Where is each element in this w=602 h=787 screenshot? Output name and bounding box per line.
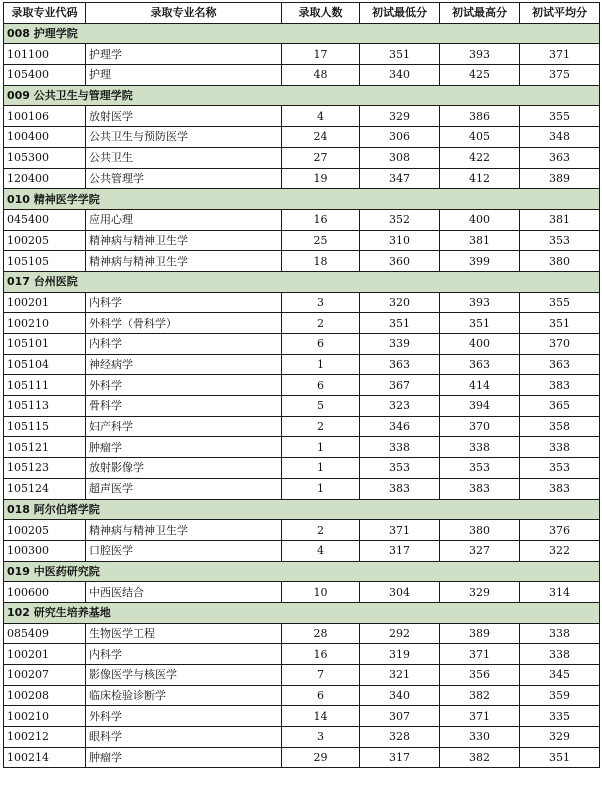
max-score: 382	[440, 747, 520, 768]
admitted-count: 1	[282, 458, 360, 479]
major-name: 精神病与精神卫生学	[86, 251, 282, 272]
table-row	[4, 251, 600, 272]
min-score: 307	[360, 706, 440, 727]
major-code: 100212	[4, 727, 86, 748]
table-row	[4, 685, 600, 706]
min-score: 351	[360, 44, 440, 65]
max-score: 371	[440, 644, 520, 665]
section-row	[4, 189, 600, 210]
major-name: 超声医学	[86, 478, 282, 499]
min-score: 371	[360, 520, 440, 541]
avg-score: 338	[520, 623, 600, 644]
major-name: 中西医结合	[86, 582, 282, 603]
admitted-count: 3	[282, 727, 360, 748]
table-row	[4, 706, 600, 727]
table-row	[4, 127, 600, 148]
avg-score: 363	[520, 147, 600, 168]
min-score: 323	[360, 396, 440, 417]
max-score: 422	[440, 147, 520, 168]
major-name: 外科学	[86, 706, 282, 727]
section-title: 102 研究生培养基地	[4, 602, 600, 623]
major-code: 105124	[4, 478, 86, 499]
max-score: 327	[440, 540, 520, 561]
section-row	[4, 23, 600, 44]
avg-score: 383	[520, 375, 600, 396]
admitted-count: 14	[282, 706, 360, 727]
table-row	[4, 375, 600, 396]
min-score: 304	[360, 582, 440, 603]
major-name: 神经病学	[86, 354, 282, 375]
admitted-count: 16	[282, 209, 360, 230]
avg-score: 353	[520, 458, 600, 479]
max-score: 382	[440, 685, 520, 706]
major-code: 100208	[4, 685, 86, 706]
major-name: 护理学	[86, 44, 282, 65]
min-score: 321	[360, 665, 440, 686]
admitted-count: 29	[282, 747, 360, 768]
min-score: 363	[360, 354, 440, 375]
min-score: 320	[360, 292, 440, 313]
major-name: 肿瘤学	[86, 437, 282, 458]
table-row	[4, 334, 600, 355]
major-code: 120400	[4, 168, 86, 189]
admitted-count: 2	[282, 416, 360, 437]
table-row	[4, 416, 600, 437]
min-score: 340	[360, 65, 440, 86]
max-score: 329	[440, 582, 520, 603]
admitted-count: 1	[282, 354, 360, 375]
major-code: 105123	[4, 458, 86, 479]
table-row	[4, 582, 600, 603]
admitted-count: 1	[282, 478, 360, 499]
table-row	[4, 106, 600, 127]
table-row	[4, 478, 600, 499]
section-row	[4, 602, 600, 623]
major-code: 085409	[4, 623, 86, 644]
max-score: 400	[440, 334, 520, 355]
avg-score: 389	[520, 168, 600, 189]
min-score: 367	[360, 375, 440, 396]
max-score: 371	[440, 706, 520, 727]
table-row	[4, 727, 600, 748]
section-title: 010 精神医学学院	[4, 189, 600, 210]
max-score: 380	[440, 520, 520, 541]
max-score: 363	[440, 354, 520, 375]
table-row	[4, 437, 600, 458]
avg-score: 376	[520, 520, 600, 541]
min-score: 351	[360, 313, 440, 334]
max-score: 353	[440, 458, 520, 479]
major-code: 101100	[4, 44, 86, 65]
major-name: 眼科学	[86, 727, 282, 748]
admitted-count: 16	[282, 644, 360, 665]
avg-score: 335	[520, 706, 600, 727]
min-score: 353	[360, 458, 440, 479]
min-score: 317	[360, 540, 440, 561]
max-score: 405	[440, 127, 520, 148]
major-code: 100214	[4, 747, 86, 768]
avg-score: 365	[520, 396, 600, 417]
major-name: 临床检验诊断学	[86, 685, 282, 706]
min-score: 338	[360, 437, 440, 458]
major-name: 肿瘤学	[86, 747, 282, 768]
max-score: 400	[440, 209, 520, 230]
avg-score: 338	[520, 437, 600, 458]
min-score: 319	[360, 644, 440, 665]
major-name: 外科学（骨科学）	[86, 313, 282, 334]
major-code: 100207	[4, 665, 86, 686]
major-code: 100201	[4, 644, 86, 665]
admitted-count: 10	[282, 582, 360, 603]
min-score: 329	[360, 106, 440, 127]
table-row	[4, 292, 600, 313]
max-score: 381	[440, 230, 520, 251]
max-score: 389	[440, 623, 520, 644]
major-code: 105121	[4, 437, 86, 458]
avg-score: 355	[520, 106, 600, 127]
table-row	[4, 147, 600, 168]
section-title: 008 护理学院	[4, 23, 600, 44]
min-score: 383	[360, 478, 440, 499]
header-max-score: 初试最高分	[440, 3, 520, 24]
admitted-count: 2	[282, 520, 360, 541]
table-row	[4, 44, 600, 65]
admitted-count: 4	[282, 106, 360, 127]
admitted-count: 5	[282, 396, 360, 417]
table-row	[4, 313, 600, 334]
major-code: 105111	[4, 375, 86, 396]
avg-score: 381	[520, 209, 600, 230]
admitted-count: 3	[282, 292, 360, 313]
major-code: 105101	[4, 334, 86, 355]
min-score: 346	[360, 416, 440, 437]
major-name: 内科学	[86, 644, 282, 665]
table-row	[4, 458, 600, 479]
major-name: 精神病与精神卫生学	[86, 230, 282, 251]
max-score: 394	[440, 396, 520, 417]
major-code: 100300	[4, 540, 86, 561]
major-name: 口腔医学	[86, 540, 282, 561]
section-title: 019 中医药研究院	[4, 561, 600, 582]
table-row	[4, 209, 600, 230]
max-score: 393	[440, 44, 520, 65]
avg-score: 351	[520, 313, 600, 334]
admitted-count: 28	[282, 623, 360, 644]
admitted-count: 48	[282, 65, 360, 86]
major-code: 105105	[4, 251, 86, 272]
header-count: 录取人数	[282, 3, 360, 24]
major-code: 100205	[4, 520, 86, 541]
header-min-score: 初试最低分	[360, 3, 440, 24]
major-code: 100201	[4, 292, 86, 313]
admitted-count: 4	[282, 540, 360, 561]
table-row	[4, 168, 600, 189]
section-row	[4, 499, 600, 520]
major-name: 放射医学	[86, 106, 282, 127]
section-row	[4, 561, 600, 582]
avg-score: 383	[520, 478, 600, 499]
avg-score: 370	[520, 334, 600, 355]
header-code: 录取专业代码	[4, 3, 86, 24]
avg-score: 353	[520, 230, 600, 251]
table-row	[4, 65, 600, 86]
max-score: 351	[440, 313, 520, 334]
major-code: 100400	[4, 127, 86, 148]
avg-score: 355	[520, 292, 600, 313]
admitted-count: 2	[282, 313, 360, 334]
major-code: 045400	[4, 209, 86, 230]
major-code: 105300	[4, 147, 86, 168]
avg-score: 345	[520, 665, 600, 686]
avg-score: 371	[520, 44, 600, 65]
section-row	[4, 271, 600, 292]
header-avg-score: 初试平均分	[520, 3, 600, 24]
min-score: 292	[360, 623, 440, 644]
admitted-count: 25	[282, 230, 360, 251]
section-row	[4, 85, 600, 106]
major-name: 内科学	[86, 292, 282, 313]
major-name: 公共卫生与预防医学	[86, 127, 282, 148]
major-code: 105104	[4, 354, 86, 375]
min-score: 306	[360, 127, 440, 148]
min-score: 339	[360, 334, 440, 355]
major-name: 应用心理	[86, 209, 282, 230]
min-score: 360	[360, 251, 440, 272]
major-name: 外科学	[86, 375, 282, 396]
min-score: 328	[360, 727, 440, 748]
table-row	[4, 623, 600, 644]
table-row	[4, 230, 600, 251]
major-name: 公共管理学	[86, 168, 282, 189]
avg-score: 375	[520, 65, 600, 86]
max-score: 338	[440, 437, 520, 458]
table-row	[4, 747, 600, 768]
major-name: 影像医学与核医学	[86, 665, 282, 686]
min-score: 347	[360, 168, 440, 189]
max-score: 412	[440, 168, 520, 189]
min-score: 352	[360, 209, 440, 230]
major-code: 100106	[4, 106, 86, 127]
avg-score: 358	[520, 416, 600, 437]
table-row	[4, 644, 600, 665]
major-code: 100205	[4, 230, 86, 251]
admission-table	[3, 2, 600, 768]
avg-score: 380	[520, 251, 600, 272]
min-score: 308	[360, 147, 440, 168]
avg-score: 322	[520, 540, 600, 561]
table-row	[4, 396, 600, 417]
header-row	[4, 3, 600, 24]
table-body	[4, 23, 600, 768]
max-score: 386	[440, 106, 520, 127]
avg-score: 348	[520, 127, 600, 148]
admitted-count: 6	[282, 334, 360, 355]
major-code: 100600	[4, 582, 86, 603]
major-name: 妇产科学	[86, 416, 282, 437]
admitted-count: 17	[282, 44, 360, 65]
section-title: 018 阿尔伯塔学院	[4, 499, 600, 520]
admitted-count: 27	[282, 147, 360, 168]
admitted-count: 6	[282, 375, 360, 396]
avg-score: 363	[520, 354, 600, 375]
min-score: 340	[360, 685, 440, 706]
max-score: 370	[440, 416, 520, 437]
avg-score: 314	[520, 582, 600, 603]
section-title: 017 台州医院	[4, 271, 600, 292]
avg-score: 359	[520, 685, 600, 706]
table-row	[4, 665, 600, 686]
avg-score: 351	[520, 747, 600, 768]
major-code: 100210	[4, 313, 86, 334]
min-score: 317	[360, 747, 440, 768]
major-name: 内科学	[86, 334, 282, 355]
avg-score: 338	[520, 644, 600, 665]
max-score: 383	[440, 478, 520, 499]
max-score: 356	[440, 665, 520, 686]
admitted-count: 7	[282, 665, 360, 686]
header-major: 录取专业名称	[86, 3, 282, 24]
major-name: 护理	[86, 65, 282, 86]
major-name: 精神病与精神卫生学	[86, 520, 282, 541]
major-code: 105115	[4, 416, 86, 437]
major-code: 100210	[4, 706, 86, 727]
major-name: 放射影像学	[86, 458, 282, 479]
admitted-count: 19	[282, 168, 360, 189]
admitted-count: 6	[282, 685, 360, 706]
major-code: 105113	[4, 396, 86, 417]
major-name: 公共卫生	[86, 147, 282, 168]
max-score: 425	[440, 65, 520, 86]
table-row	[4, 520, 600, 541]
max-score: 414	[440, 375, 520, 396]
major-name: 生物医学工程	[86, 623, 282, 644]
major-name: 骨科学	[86, 396, 282, 417]
major-code: 105400	[4, 65, 86, 86]
max-score: 330	[440, 727, 520, 748]
max-score: 393	[440, 292, 520, 313]
section-title: 009 公共卫生与管理学院	[4, 85, 600, 106]
admitted-count: 1	[282, 437, 360, 458]
admitted-count: 18	[282, 251, 360, 272]
table-row	[4, 540, 600, 561]
min-score: 310	[360, 230, 440, 251]
max-score: 399	[440, 251, 520, 272]
admitted-count: 24	[282, 127, 360, 148]
avg-score: 329	[520, 727, 600, 748]
table-row	[4, 354, 600, 375]
